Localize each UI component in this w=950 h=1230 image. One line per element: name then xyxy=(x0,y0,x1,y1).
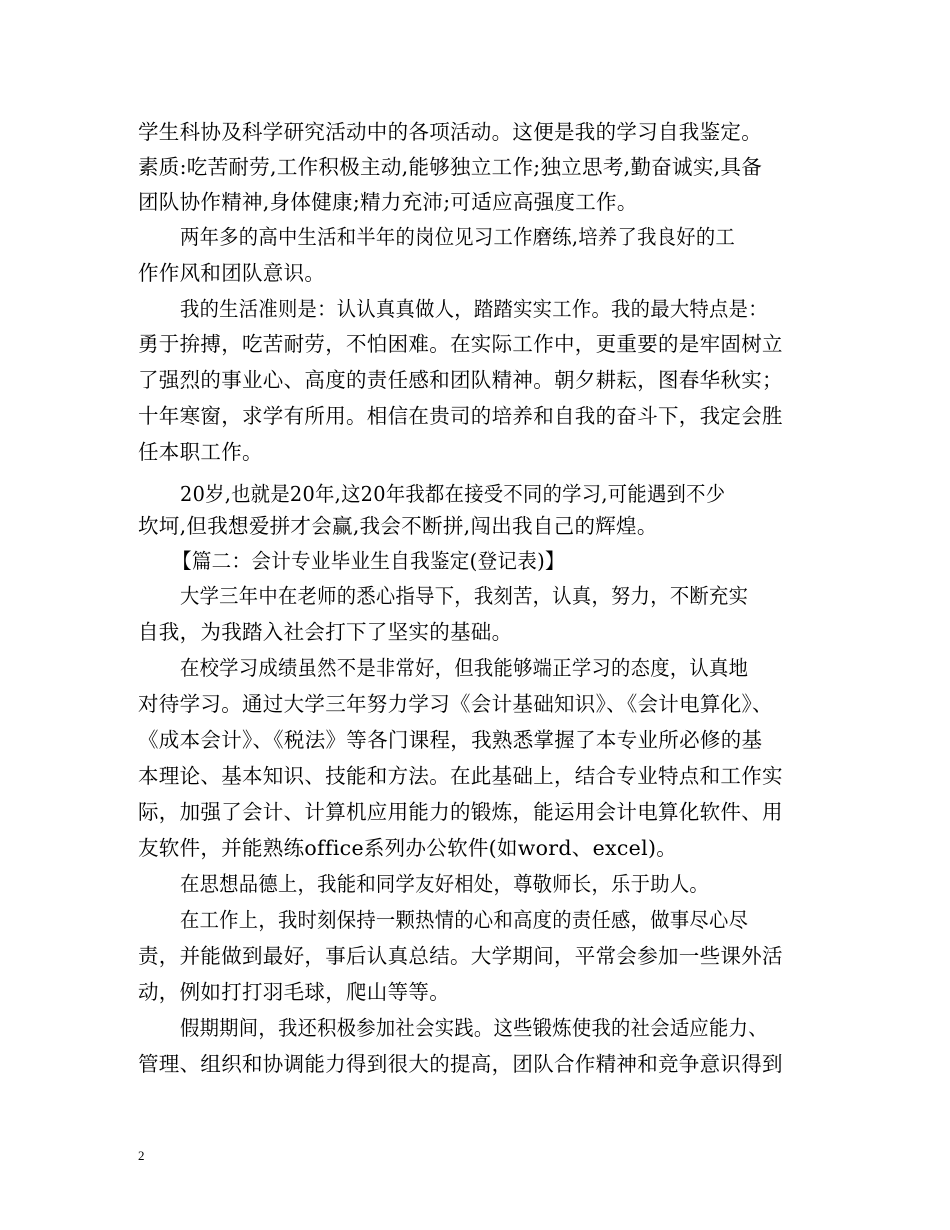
text-line: 十年寒窗，求学有所用。相信在贵司的培养和自我的奋斗下，我定会胜 xyxy=(138,404,783,428)
text-line: 学生科协及科学研究活动中的各项活动。这便是我的学习自我鉴定。 xyxy=(138,120,762,144)
text-line: 勇于拚搏，吃苦耐劳，不怕困难。在实际工作中，更重要的是牢固树立 xyxy=(138,332,783,356)
text-line: 本理论、基本知识、技能和方法。在此基础上，结合专业特点和工作实 xyxy=(138,764,783,788)
section-heading: 【篇二：会计专业毕业生自我鉴定(登记表)】 xyxy=(172,549,565,573)
page-number: 2 xyxy=(138,1148,145,1163)
paragraph-first-line: 假期期间，我还积极参加社会实践。这些锻炼使我的社会适应能力、 xyxy=(180,1016,768,1040)
text-line: 《成本会计》、《税法》等各门课程，我熟悉掌握了本专业所必修的基 xyxy=(138,728,763,752)
paragraph-first-line: 大学三年中在老师的悉心指导下，我刻苦，认真，努力，不断充实 xyxy=(180,584,749,608)
text-line: 自我，为我踏入社会打下了坚实的基础。 xyxy=(138,620,513,644)
paragraph-first-line: 我的生活准则是：认认真真做人，踏踏实实工作。我的最大特点是： xyxy=(180,297,768,321)
text-line: 素质:吃苦耐劳,工作积极主动,能够独立工作;独立思考,勤奋诚实,具备 xyxy=(138,155,763,179)
paragraph-first-line: 在思想品德上，我能和同学友好相处，尊敬师长，乐于助人。 xyxy=(180,872,710,896)
text-line: 了强烈的事业心、高度的责任感和团队精神。朝夕耕耘，图春华秋实； xyxy=(138,368,783,392)
paragraph-first-line: 在校学习成绩虽然不是非常好，但我能够端正学习的态度，认真地 xyxy=(180,656,749,680)
text-line: 友软件，并能熟练office系列办公软件(如word、excel)。 xyxy=(138,836,678,860)
text-line: 动，例如打打羽毛球，爬山等等。 xyxy=(138,980,450,1004)
text-line: 责，并能做到最好，事后认真总结。大学期间，平常会参加一些课外活 xyxy=(138,944,783,968)
paragraph-first-line: 20岁,也就是20年,这20年我都在接受不同的学习,可能遇到不少 xyxy=(180,482,726,506)
text-line: 任本职工作。 xyxy=(138,440,263,464)
text-line: 际，加强了会计、计算机应用能力的锻炼，能运用会计电算化软件、用 xyxy=(138,800,783,824)
text-line: 对待学习。通过大学三年努力学习《会计基础知识》、《会计电算化》、 xyxy=(138,692,773,716)
text-line: 管理、组织和协调能力得到很大的提高，团队合作精神和竞争意识得到 xyxy=(138,1052,783,1076)
paragraph-first-line: 在工作上，我时刻保持一颗热情的心和高度的责任感，做事尽心尽 xyxy=(180,908,749,932)
text-line: 团队协作精神,身体健康;精力充沛;可适应高强度工作。 xyxy=(138,190,638,214)
text-line: 坎坷,但我想爱拼才会赢,我会不断拼,闯出我自己的辉煌。 xyxy=(138,514,658,538)
text-line: 作作风和团队意识。 xyxy=(138,261,326,285)
paragraph-first-line: 两年多的高中生活和半年的岗位见习工作磨练,培养了我良好的工 xyxy=(180,225,736,249)
